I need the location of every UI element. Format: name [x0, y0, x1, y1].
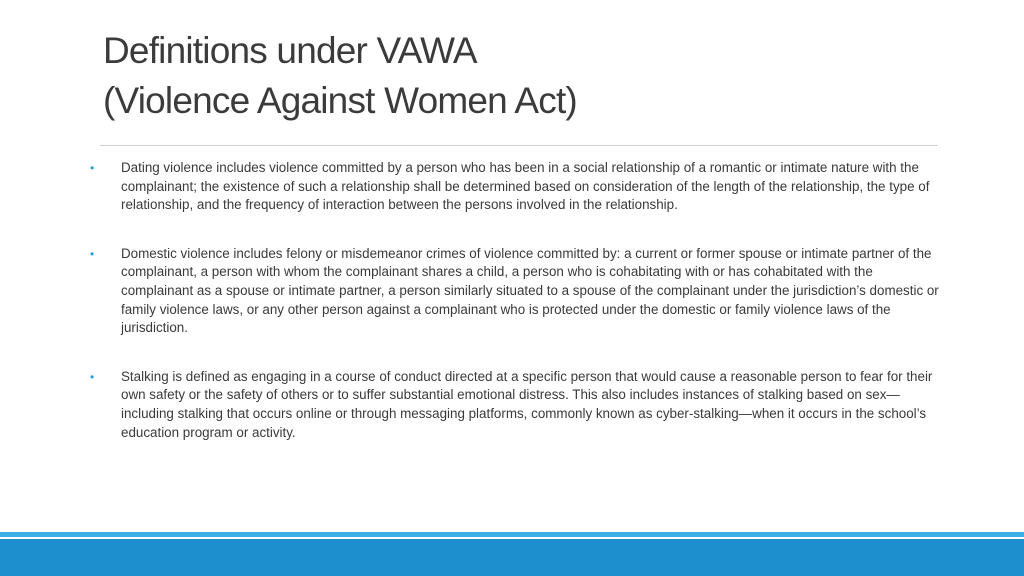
bullet-dot-icon: •	[90, 369, 95, 384]
bullet-text: Stalking is defined as engaging in a course of conduct directed at a specific person that would cause a reasonable person to fear for their own safety or the safety of others or to suffer substantial emotional distress. This also includes instances of stalking based on sex—including stalking that occurs online or through messaging platforms, commonly known as cyber-stalking—when it occurs in the school’s education program or activity.	[121, 368, 933, 440]
footer-accent-line	[0, 532, 1024, 537]
slide-title-line-1: Definitions under VAWA	[103, 30, 477, 71]
bullet-dating-violence	[90, 159, 940, 215]
bullet-stalking	[90, 368, 940, 442]
bullet-domestic-violence	[90, 245, 940, 338]
bullet-text: Dating violence includes violence committed by a person who has been in a social relationship of a romantic or intimate nature with the complainant; the existence of such a relationship shall be determined based on consideration of the length of the relationship, the type of relationship, and the frequency of interaction between the persons involved in the relationship.	[121, 160, 930, 213]
footer-bar	[0, 539, 1024, 576]
bullet-list	[90, 159, 940, 472]
slide-title-line-2: (Violence Against Women Act)	[103, 80, 577, 121]
bullet-dot-icon: •	[90, 246, 95, 261]
slide-title	[103, 26, 953, 126]
bullet-text: Domestic violence includes felony or misdemeanor crimes of violence committed by: a current or former spouse or intimate partner of the complainant, a person with whom the complainant shares a child, a person who is cohabitating with or has cohabitated with the complainant as a spouse or intimate partner, a person similarly situated to a spouse of the complainant under the jurisdiction’s domestic or family violence laws, or any other person against a complainant who is protected under the domestic or family violence laws of the jurisdiction.	[121, 245, 939, 336]
title-divider	[100, 145, 938, 146]
bullet-dot-icon: •	[90, 161, 95, 175]
